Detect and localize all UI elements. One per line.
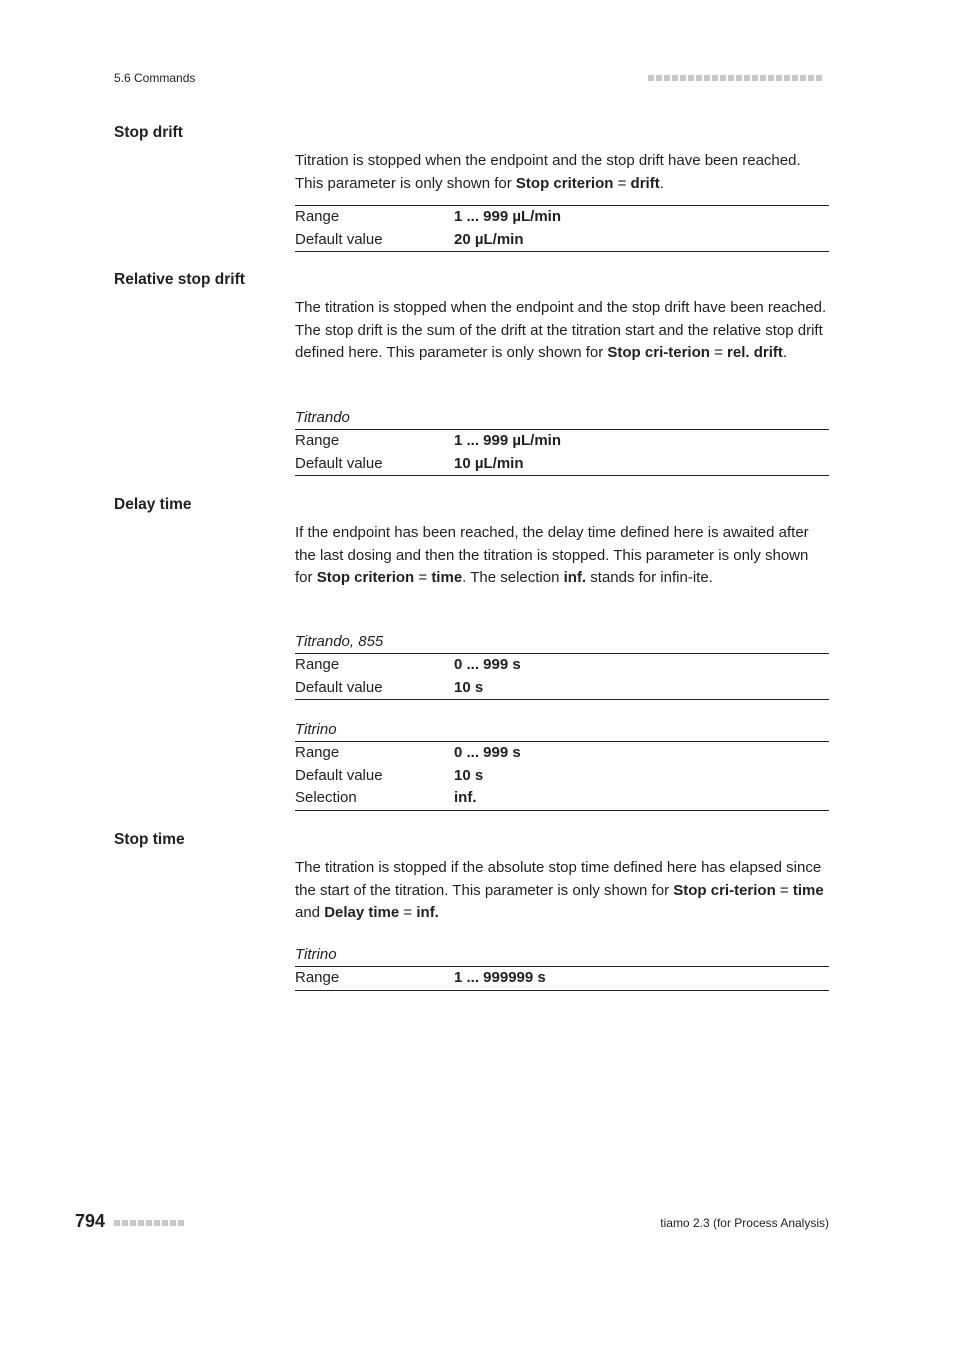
- table-caption: Titrando: [295, 409, 350, 426]
- table-row: Range 1 ... 999 µL/min: [295, 208, 562, 225]
- parameter-table: [295, 407, 829, 476]
- section-title: Stop time: [114, 831, 185, 848]
- section-description: The titration is stopped when the endpoint and the stop drift have been reached. The stop drift is the sum of the drift at the titration start and the relative stop drift defined here. This parameter is only shown for Stop cri-terion = rel. drift.: [295, 299, 827, 361]
- section-title: Relative stop drift: [114, 271, 245, 288]
- section-description: If the endpoint has been reached, the delay time defined here is awaited after the last dosing and then the titration is stopped. This parameter is only shown for Stop criterion = time. The selection inf. stands for infin-ite.: [295, 524, 809, 586]
- parameter-table: [295, 631, 829, 700]
- table-row: Range 1 ... 999999 s: [295, 969, 546, 986]
- table-row: Range 0 ... 999 s: [295, 744, 521, 761]
- table-row: Range 1 ... 999 µL/min: [295, 432, 562, 449]
- page-number: 794: [75, 1211, 106, 1231]
- section-title: Stop drift: [114, 124, 183, 141]
- section-description: Titration is stopped when the endpoint and the stop drift have been reached. This parameter is only shown for Stop criterion = drift.: [295, 152, 801, 192]
- parameter-table: [295, 944, 829, 991]
- section-description: The titration is stopped if the absolute stop time defined here has elapsed since the start of the titration. This parameter is only shown for Stop cri-terion = time and Delay time = inf.: [295, 859, 824, 921]
- table-row: Range 0 ... 999 s: [295, 656, 521, 673]
- parameter-table: [295, 719, 829, 811]
- header-decoration: [648, 75, 822, 81]
- table-row: Default value 10 s: [295, 678, 484, 696]
- footer-decoration: [114, 1220, 184, 1226]
- table-row: Selection inf.: [295, 789, 477, 806]
- table-row: Default value 10 s: [295, 766, 484, 784]
- running-header-section: 5.6 Commands: [114, 71, 196, 85]
- section-title: Delay time: [114, 496, 192, 513]
- table-caption: Titrino: [295, 721, 337, 738]
- document-title: tiamo 2.3 (for Process Analysis): [660, 1216, 829, 1230]
- parameter-table: [295, 205, 829, 252]
- table-row: Default value 10 µL/min: [295, 454, 524, 472]
- table-row: Default value 20 µL/min: [295, 230, 524, 248]
- table-caption: Titrando, 855: [295, 633, 384, 650]
- table-caption: Titrino: [295, 946, 337, 963]
